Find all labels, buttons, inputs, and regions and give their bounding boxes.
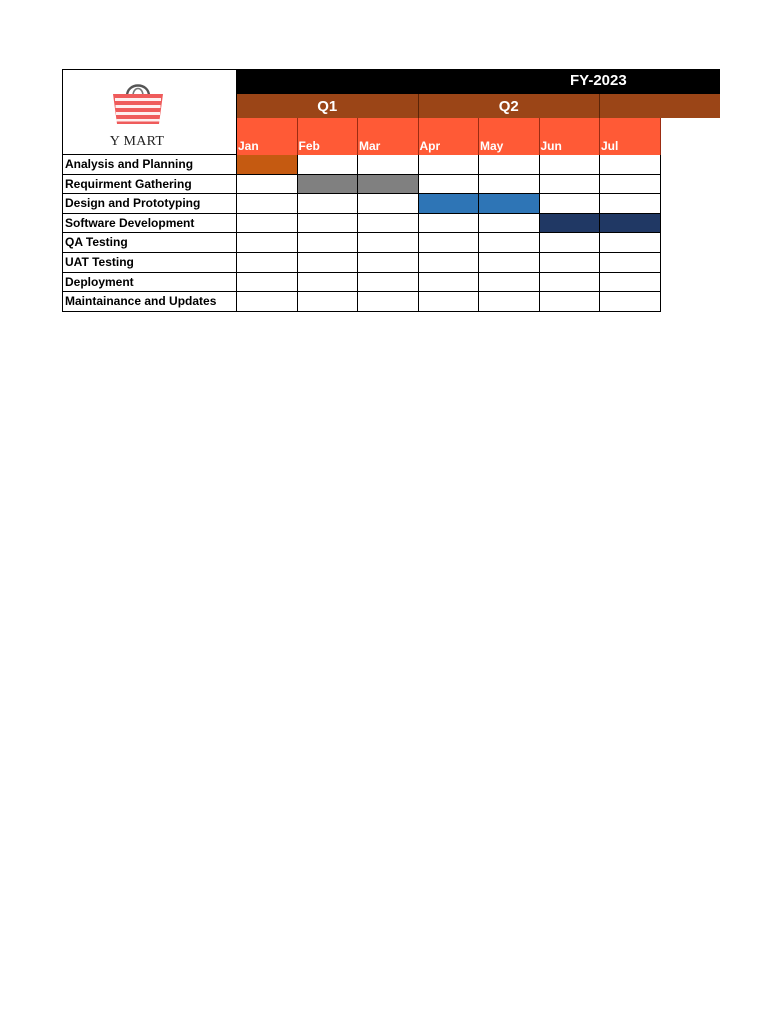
gantt-cell — [298, 214, 359, 234]
gantt-cell — [540, 233, 601, 253]
gantt-cell — [479, 214, 540, 234]
gantt-cell — [298, 292, 359, 312]
gantt-bar-cell — [479, 194, 540, 214]
month-header-apr: Apr — [419, 118, 480, 155]
gantt-cell — [540, 253, 601, 273]
gantt-cell — [479, 175, 540, 195]
gantt-cell — [540, 292, 601, 312]
shopping-bag-icon — [109, 78, 167, 128]
gantt-cell — [237, 194, 298, 214]
gantt-cell — [237, 292, 298, 312]
gantt-cell — [479, 155, 540, 175]
gantt-cell — [600, 175, 661, 195]
gantt-cell — [358, 233, 419, 253]
gantt-cell — [600, 253, 661, 273]
quarter-header: Q2 — [419, 94, 601, 118]
gantt-bar-cell — [298, 175, 359, 195]
gantt-cell — [419, 155, 480, 175]
task-label: Maintainance and Updates — [62, 292, 237, 312]
gantt-cell — [237, 214, 298, 234]
fiscal-year-bar — [237, 69, 720, 94]
gantt-cell — [479, 273, 540, 293]
task-label: UAT Testing — [62, 253, 237, 273]
gantt-cell — [600, 155, 661, 175]
month-header-jan: Jan — [237, 118, 298, 155]
gantt-cell — [298, 194, 359, 214]
gantt-bar-cell — [419, 194, 480, 214]
gantt-bar-cell — [600, 214, 661, 234]
month-header-mar: Mar — [358, 118, 419, 155]
gantt-cell — [540, 175, 601, 195]
gantt-cell — [540, 194, 601, 214]
gantt-cell — [419, 273, 480, 293]
gantt-cell — [298, 253, 359, 273]
task-label: Software Development — [62, 214, 237, 234]
task-label: Analysis and Planning — [62, 155, 237, 175]
gantt-bar-cell — [358, 175, 419, 195]
gantt-cell — [358, 292, 419, 312]
gantt-cell — [600, 273, 661, 293]
gantt-cell — [600, 194, 661, 214]
month-header-may: May — [479, 118, 540, 155]
quarter-header: Q1 — [237, 94, 419, 118]
gantt-bar-cell — [540, 214, 601, 234]
gantt-cell — [419, 253, 480, 273]
gantt-bar-cell — [237, 155, 298, 175]
gantt-cell — [540, 155, 601, 175]
gantt-cell — [600, 233, 661, 253]
gantt-cell — [479, 253, 540, 273]
gantt-cell — [358, 214, 419, 234]
quarter-header — [600, 94, 720, 118]
gantt-cell — [358, 194, 419, 214]
logo-cell — [62, 69, 237, 155]
month-header-jul: Jul — [600, 118, 661, 155]
gantt-cell — [540, 273, 601, 293]
gantt-cell — [479, 292, 540, 312]
gantt-cell — [237, 175, 298, 195]
gantt-cell — [419, 292, 480, 312]
fiscal-year-label: FY-2023 — [570, 72, 627, 89]
gantt-cell — [237, 233, 298, 253]
gantt-cell — [419, 175, 480, 195]
gantt-cell — [298, 155, 359, 175]
gantt-cell — [358, 273, 419, 293]
month-header-jun: Jun — [540, 118, 601, 155]
month-header-feb: Feb — [298, 118, 359, 155]
gantt-cell — [237, 253, 298, 273]
gantt-cell — [358, 155, 419, 175]
task-label: Deployment — [62, 273, 237, 293]
gantt-cell — [298, 273, 359, 293]
gantt-cell — [358, 253, 419, 273]
gantt-cell — [419, 214, 480, 234]
gantt-cell — [298, 233, 359, 253]
gantt-cell — [600, 292, 661, 312]
gantt-cell — [479, 233, 540, 253]
gantt-cell — [237, 273, 298, 293]
task-label: Design and Prototyping — [62, 194, 237, 214]
task-label: QA Testing — [62, 233, 237, 253]
task-label: Requirment Gathering — [62, 175, 237, 195]
gantt-cell — [419, 233, 480, 253]
brand-name: Y MART — [109, 134, 165, 149]
